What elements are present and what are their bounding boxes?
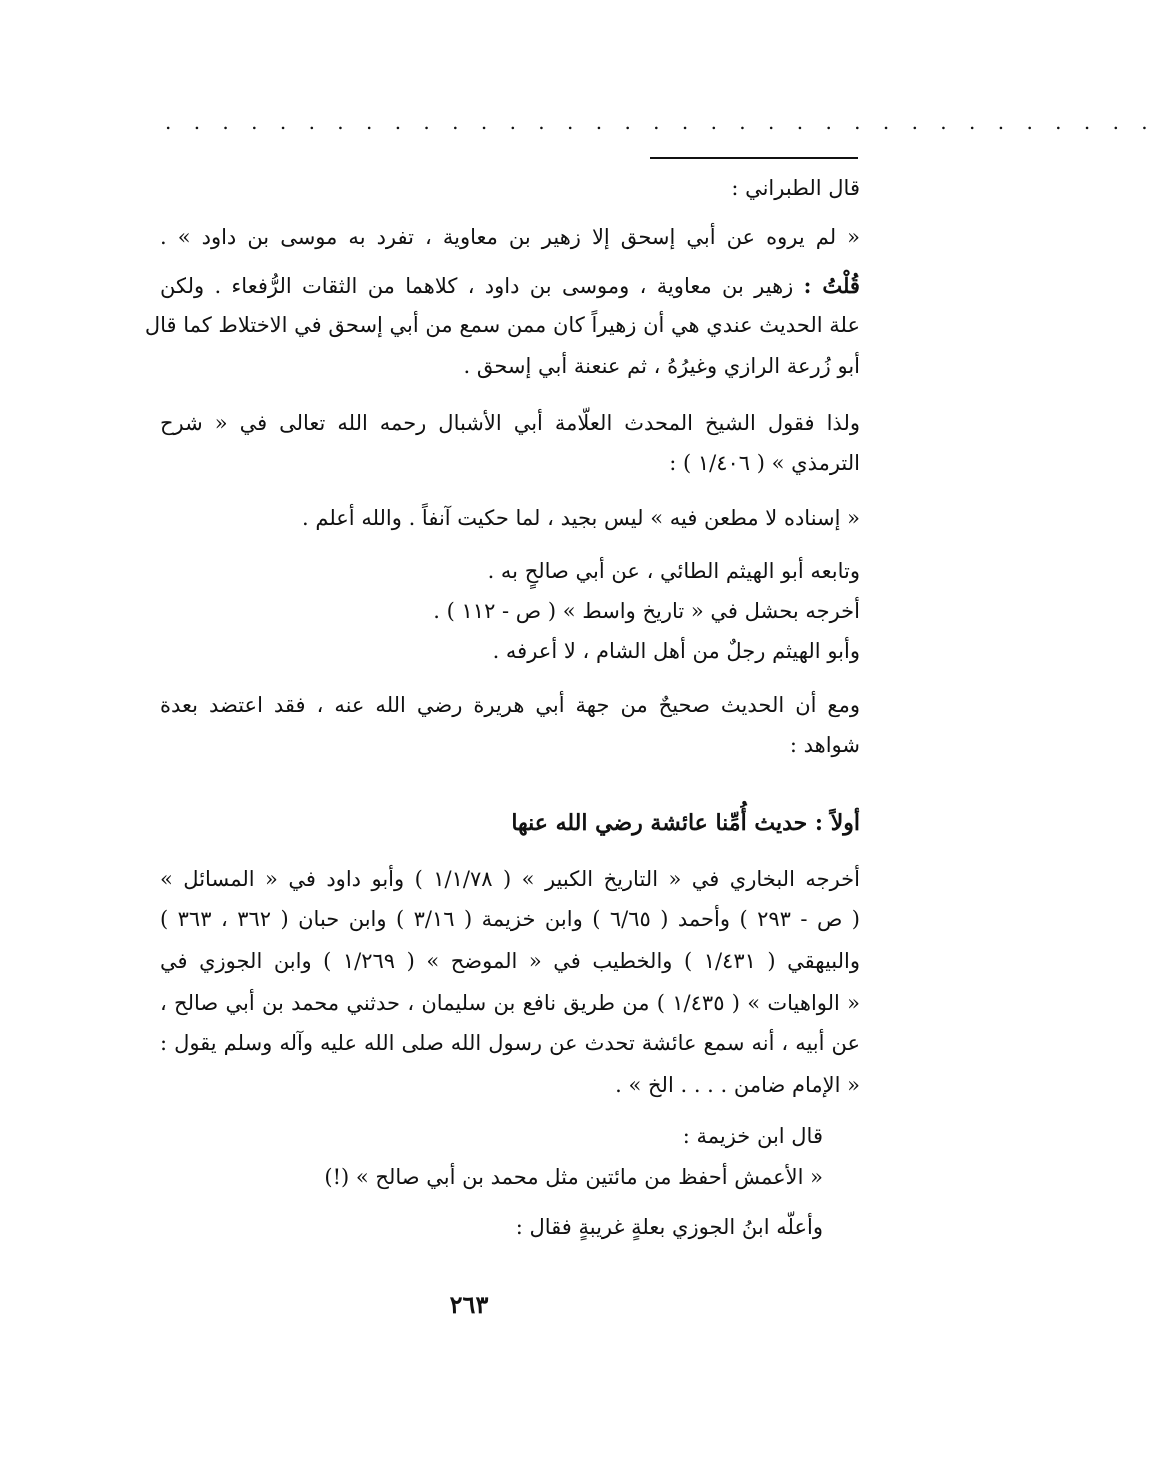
qultu-label: قُلْتُ : <box>803 273 860 298</box>
text-line: ومع أن الحديث صحيحٌ من جهة أبي هريرة رضي الله عنه ، فقد اعتضد بعدة <box>160 693 860 717</box>
section-heading <box>511 808 860 838</box>
text-line: « الإمام ضامن . . . . الخ » . <box>615 1073 860 1097</box>
text-line: وأبو الهيثم رجلٌ من أهل الشام ، لا أعرفه . <box>492 639 860 663</box>
footnote-rule <box>650 157 858 159</box>
text-line: ( ص - ٢٩٣ ) وأحمد ( ٦/٦٥ ) وابن خزيمة ( ٣/١٦ ) وابن حبان ( ٣٦٢ ، ٣٦٣ ) <box>160 907 860 931</box>
page-number: ٢٦٣ <box>449 1290 489 1319</box>
text-line: شواهد : <box>789 733 860 757</box>
text-line: وأعلّه ابنُ الجوزي بعلةٍ غريبةٍ فقال : <box>515 1215 823 1239</box>
text-line: وتابعه أبو الهيثم الطائي ، عن أبي صالحٍ به . <box>487 559 860 583</box>
text-line: الترمذي » ( ١/٤٠٦ ) : <box>669 451 860 475</box>
section-heading-text: حديث أُمِّنا عائشة رضي الله عنها <box>511 810 808 836</box>
text-line: « إسناده لا مطعن فيه » ليس بجيد ، لما حكيت آنفاً . والله أعلم . <box>302 506 860 530</box>
text-line: قال ابن خزيمة : <box>682 1124 823 1148</box>
text-line: عن أبيه ، أنه سمع عائشة تحدث عن رسول الله صلى الله عليه وآله وسلم يقول : <box>160 1031 860 1055</box>
text-line: أخرجه بحشل في « تاريخ واسط » ( ص - ١١٢ ) . <box>433 599 860 623</box>
text-line: علة الحديث عندي هي أن زهيراً كان ممن سمع من أبي إسحق في الاختلاط كما قال <box>144 313 860 337</box>
text-line: ولذا فقول الشيخ المحدث العلّامة أبي الأشبال رحمه الله تعالى في « شرح <box>160 411 860 435</box>
text-line: قال الطبراني : <box>731 176 860 200</box>
text-line: والبيهقي ( ١/٤٣١ ) والخطيب في « الموضح » ( ١/٢٦٩ ) وابن الجوزي في <box>160 949 860 973</box>
text-line: أخرجه البخاري في « التاريخ الكبير » ( ١/١/٧٨ ) وأبو داود في « المسائل » <box>160 867 861 891</box>
text-line: « الأعمش أحفظ من مائتين مثل محمد بن أبي صالح » (!) <box>324 1165 823 1189</box>
text-line: « لم يروه عن أبي إسحق إلا زهير بن معاوية ، تفرد به موسى بن داود » . <box>160 225 860 249</box>
awwalan-label: أولاً : <box>814 810 860 836</box>
text-line <box>160 271 860 301</box>
text-line-body: زهير بن معاوية ، وموسى بن داود ، كلاهما من الثقات الرُّفعاء . ولكن <box>160 274 794 298</box>
dotted-separator: . . . . . . . . . . . . . . . . . . . . . . . . . . . . . . . . . . . <box>165 110 1156 134</box>
text-line: أبو زُرعة الرازي وغيرُهُ ، ثم عنعنة أبي إسحق . <box>463 354 860 378</box>
text-line: « الواهيات » ( ١/٤٣٥ ) من طريق نافع بن سليمان ، حدثني محمد بن أبي صالح ، <box>160 991 860 1015</box>
